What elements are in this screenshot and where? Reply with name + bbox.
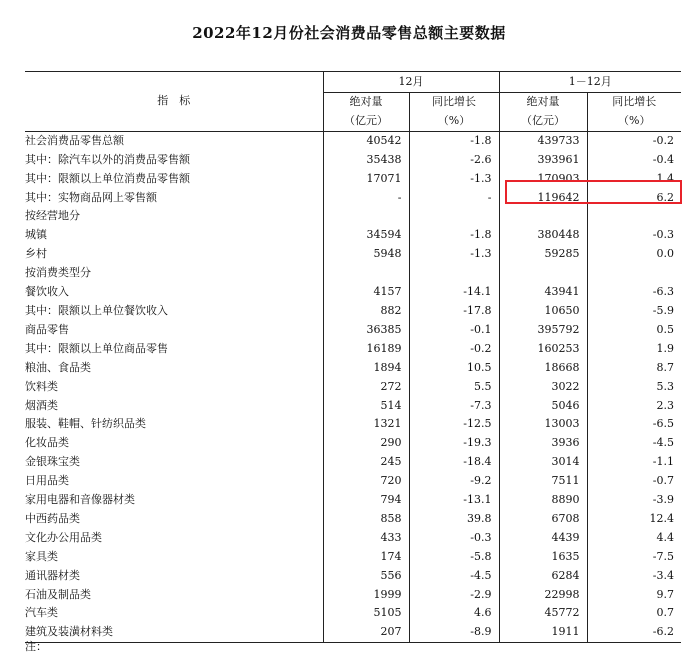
cell-dec-absolute: 16189: [323, 340, 409, 359]
header-yoy-line1: 同比增长: [612, 95, 657, 108]
header-yoy-line1: 同比增长: [432, 95, 476, 108]
cell-dec-yoy: -12.5: [409, 415, 499, 434]
cell-ytd-yoy: -7.5: [587, 548, 681, 567]
cell-dec-absolute: 1321: [323, 415, 409, 434]
header-jan-dec: 1－12月: [499, 72, 681, 93]
header-abs-line2: （亿元）: [521, 113, 565, 127]
table-row: [25, 264, 681, 283]
cell-dec-absolute: 556: [323, 567, 409, 586]
cell-dec-yoy: 4.6: [409, 604, 499, 623]
cell-ytd-yoy: 6.2: [587, 189, 681, 208]
cell-dec-yoy: -1.3: [409, 170, 499, 189]
table-row: [25, 302, 681, 321]
header-abs-line1: 绝对量: [526, 95, 560, 108]
cell-dec-yoy: 10.5: [409, 359, 499, 378]
cell-dec-yoy: -4.5: [409, 567, 499, 586]
cell-ytd-yoy: 2.3: [587, 397, 681, 416]
table-row: [25, 359, 681, 378]
cell-ytd-yoy: -6.5: [587, 415, 681, 434]
cell-ytd-absolute: 7511: [499, 472, 587, 491]
header-abs-line1: 绝对量: [349, 95, 383, 108]
cell-ytd-absolute: 1635: [499, 548, 587, 567]
cell-ytd-absolute: 393961: [499, 151, 587, 170]
row-label: 烟酒类: [25, 398, 58, 412]
header-abs-line2: （亿元）: [344, 113, 388, 127]
cell-ytd-absolute: 1911: [499, 623, 587, 642]
cell-dec-yoy: -19.3: [409, 434, 499, 453]
cell-ytd-yoy: 1.4: [587, 170, 681, 189]
row-label: 服装、鞋帽、针纺织品类: [25, 417, 146, 431]
cell-ytd-yoy: -6.2: [587, 623, 681, 642]
cell-ytd-absolute: 119642: [499, 189, 587, 208]
table-row: [25, 586, 681, 605]
cell-ytd-yoy: -0.3: [587, 226, 681, 245]
cell-ytd-yoy: 9.7: [587, 586, 681, 605]
cell-ytd-yoy: 5.3: [587, 378, 681, 397]
cell-dec-yoy: 5.5: [409, 378, 499, 397]
cell-ytd-absolute: [499, 264, 587, 283]
table-row: [25, 510, 681, 529]
cell-dec-absolute: 1894: [323, 359, 409, 378]
cell-ytd-absolute: 59285: [499, 245, 587, 264]
row-label: 文化办公用品类: [25, 530, 102, 544]
cell-ytd-absolute: 439733: [499, 131, 587, 150]
cell-ytd-absolute: 170903: [499, 170, 587, 189]
cell-ytd-absolute: 22998: [499, 586, 587, 605]
row-label: 城镇: [25, 228, 47, 242]
header-indicator: 指 标: [25, 72, 323, 132]
cell-dec-absolute: 17071: [323, 170, 409, 189]
cell-dec-absolute: 290: [323, 434, 409, 453]
cell-ytd-yoy: -6.3: [587, 283, 681, 302]
cell-dec-absolute: 514: [323, 397, 409, 416]
cell-dec-absolute: -: [323, 189, 409, 208]
cell-dec-absolute: 794: [323, 491, 409, 510]
cell-ytd-yoy: -3.4: [587, 567, 681, 586]
cell-dec-yoy: [409, 207, 499, 226]
cell-ytd-absolute: 6708: [499, 510, 587, 529]
table-row: [25, 189, 681, 208]
header-yoy-line2: （%）: [437, 113, 471, 127]
table-row: [25, 604, 681, 623]
cell-dec-yoy: -: [409, 189, 499, 208]
cell-dec-absolute: 36385: [323, 321, 409, 340]
row-label: 其中：除汽车以外的消费品零售额: [25, 152, 190, 166]
cell-dec-yoy: -14.1: [409, 283, 499, 302]
cell-ytd-absolute: 3014: [499, 453, 587, 472]
cell-dec-yoy: -0.2: [409, 340, 499, 359]
table-row: [25, 567, 681, 586]
table-row: [25, 397, 681, 416]
cell-ytd-absolute: 18668: [499, 359, 587, 378]
row-label: 乡村: [25, 247, 47, 261]
cell-dec-yoy: -8.9: [409, 623, 499, 642]
cell-dec-yoy: -7.3: [409, 397, 499, 416]
cell-dec-absolute: 245: [323, 453, 409, 472]
cell-dec-yoy: -5.8: [409, 548, 499, 567]
row-label: 其中：限额以上单位消费品零售额: [25, 171, 190, 185]
cell-dec-absolute: 207: [323, 623, 409, 642]
cell-ytd-absolute: 160253: [499, 340, 587, 359]
header-yoy-line2: （%）: [618, 113, 651, 127]
cell-dec-absolute: 40542: [323, 131, 409, 150]
row-label: 其中：限额以上单位商品零售: [25, 341, 168, 355]
row-label: 建筑及装潢材料类: [25, 623, 323, 642]
cell-dec-absolute: 174: [323, 548, 409, 567]
cell-ytd-yoy: 0.7: [587, 604, 681, 623]
cell-ytd-yoy: 4.4: [587, 529, 681, 548]
table-row: [25, 491, 681, 510]
table-row: [25, 623, 681, 642]
cell-ytd-yoy: 0.0: [587, 245, 681, 264]
cell-ytd-yoy: -4.5: [587, 434, 681, 453]
cell-ytd-yoy: -0.7: [587, 472, 681, 491]
cell-dec-yoy: -9.2: [409, 472, 499, 491]
row-label: 粮油、食品类: [25, 360, 91, 374]
cell-ytd-yoy: 0.5: [587, 321, 681, 340]
row-label: 家具类: [25, 549, 58, 563]
cell-ytd-absolute: 3936: [499, 434, 587, 453]
cell-ytd-absolute: 10650: [499, 302, 587, 321]
cell-dec-absolute: 433: [323, 529, 409, 548]
cell-dec-yoy: 39.8: [409, 510, 499, 529]
cell-dec-absolute: 4157: [323, 283, 409, 302]
row-label: 石油及制品类: [25, 587, 91, 601]
row-label: 化妆品类: [25, 436, 69, 450]
row-label: 按经营地分: [25, 209, 80, 223]
cell-ytd-absolute: 395792: [499, 321, 587, 340]
row-label: 中西药品类: [25, 511, 80, 525]
cell-dec-yoy: -13.1: [409, 491, 499, 510]
cell-dec-absolute: [323, 264, 409, 283]
row-label: 商品零售: [25, 322, 69, 336]
table-row: [25, 548, 681, 567]
cell-dec-absolute: 5105: [323, 604, 409, 623]
table-body: [25, 131, 681, 642]
cell-ytd-absolute: [499, 207, 587, 226]
cell-ytd-absolute: 3022: [499, 378, 587, 397]
table-row: [25, 340, 681, 359]
cell-dec-absolute: [323, 207, 409, 226]
cell-ytd-yoy: -0.2: [587, 131, 681, 150]
table-header: [25, 72, 681, 132]
cell-ytd-absolute: 4439: [499, 529, 587, 548]
cell-dec-yoy: -0.1: [409, 321, 499, 340]
cell-dec-absolute: 35438: [323, 151, 409, 170]
table-row: [25, 453, 681, 472]
cell-ytd-absolute: 5046: [499, 397, 587, 416]
row-label: 按消费类型分: [25, 266, 91, 280]
table-row: [25, 415, 681, 434]
cell-ytd-yoy: -1.1: [587, 453, 681, 472]
row-label: 家用电器和音像器材类: [25, 493, 135, 507]
cell-ytd-absolute: 13003: [499, 415, 587, 434]
page-title: 2022年12月份社会消费品零售总额主要数据: [192, 24, 506, 42]
header-dec-yoy: [409, 93, 499, 132]
cell-dec-absolute: 5948: [323, 245, 409, 264]
table-row: [25, 170, 681, 189]
header-ytd-yoy: [587, 93, 681, 132]
row-label: 其中：实物商品网上零售额: [25, 190, 157, 204]
cell-dec-yoy: -2.6: [409, 151, 499, 170]
table-row: [25, 131, 681, 150]
cell-ytd-absolute: 8890: [499, 491, 587, 510]
cell-ytd-absolute: 6284: [499, 567, 587, 586]
cell-dec-absolute: 1999: [323, 586, 409, 605]
cell-ytd-yoy: -3.9: [587, 491, 681, 510]
cell-ytd-yoy: [587, 264, 681, 283]
header-december: 12月: [323, 72, 499, 93]
cell-dec-yoy: -17.8: [409, 302, 499, 321]
cell-dec-yoy: -1.3: [409, 245, 499, 264]
cell-ytd-absolute: 45772: [499, 604, 587, 623]
table-row: [25, 378, 681, 397]
cell-ytd-yoy: -0.4: [587, 151, 681, 170]
cell-ytd-yoy: -5.9: [587, 302, 681, 321]
row-label: 饮料类: [25, 379, 58, 393]
cell-dec-yoy: -2.9: [409, 586, 499, 605]
row-label: 日用品类: [25, 474, 69, 488]
row-label: 金银珠宝类: [25, 455, 80, 469]
cell-ytd-yoy: 12.4: [587, 510, 681, 529]
cell-dec-yoy: -1.8: [409, 131, 499, 150]
row-label: 餐饮收入: [25, 285, 69, 299]
cell-dec-yoy: [409, 264, 499, 283]
table-row: [25, 529, 681, 548]
row-label: 社会消费品零售总额: [25, 133, 124, 147]
table-row: [25, 472, 681, 491]
table-row: [25, 283, 681, 302]
table-row: [25, 321, 681, 340]
header-dec-absolute: [323, 93, 409, 132]
table-row: [25, 151, 681, 170]
table-row: [25, 207, 681, 226]
row-label: 汽车类: [25, 606, 58, 620]
cell-dec-absolute: 34594: [323, 226, 409, 245]
cell-dec-yoy: -1.8: [409, 226, 499, 245]
cell-dec-absolute: 882: [323, 302, 409, 321]
table-row: [25, 226, 681, 245]
table-row: [25, 434, 681, 453]
cell-ytd-absolute: 43941: [499, 283, 587, 302]
retail-sales-table: [25, 71, 681, 643]
cell-dec-absolute: 858: [323, 510, 409, 529]
cell-ytd-absolute: 380448: [499, 226, 587, 245]
cell-ytd-yoy: [587, 207, 681, 226]
footnote: 注：: [25, 640, 47, 653]
cell-dec-yoy: -0.3: [409, 529, 499, 548]
cell-ytd-yoy: 1.9: [587, 340, 681, 359]
cell-dec-absolute: 272: [323, 378, 409, 397]
row-label: 通讯器材类: [25, 568, 80, 582]
cell-dec-yoy: -18.4: [409, 453, 499, 472]
cell-ytd-yoy: 8.7: [587, 359, 681, 378]
row-label: 其中：限额以上单位餐饮收入: [25, 303, 168, 317]
header-ytd-absolute: [499, 93, 587, 132]
cell-dec-absolute: 720: [323, 472, 409, 491]
table-row: [25, 245, 681, 264]
